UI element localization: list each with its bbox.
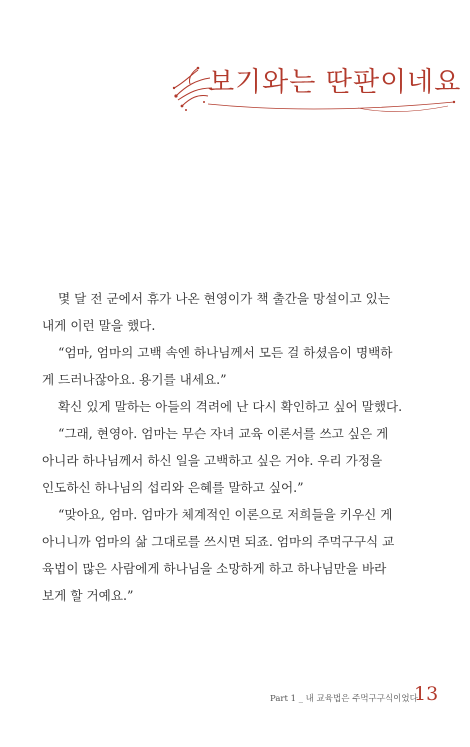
text-line: 게 드러나잖아요. 용기를 내세요.” [42, 372, 227, 387]
page-footer [270, 683, 460, 707]
text-line: 몇 달 전 군에서 휴가 나온 현영이가 책 출간을 망설이고 있는 [58, 291, 391, 306]
running-footer: Part 1 _ 내 교육법은 주먹구구식이었다 [270, 694, 418, 704]
text-line: “맞아요, 엄마. 엄마가 체계적인 이론으로 저희들을 키우신 게 [58, 507, 393, 522]
text-line: 아니니까 엄마의 삶 그대로를 쓰시면 되죠. 엄마의 주먹구구식 교 [42, 534, 395, 549]
text-line: 보게 할 거예요.” [42, 588, 134, 603]
title-underline-flourish-icon [208, 98, 458, 118]
text-line: 인도하신 하나님의 섭리와 은혜를 말하고 싶어.” [42, 480, 304, 495]
text-line: 육법이 많은 사람에게 하나님을 소망하게 하고 하나님만을 바라 [42, 561, 387, 576]
text-line: “그래, 현영아. 엄마는 무슨 자녀 교육 이론서를 쓰고 싶은 게 [58, 426, 389, 441]
chapter-heading [168, 58, 462, 120]
text-line: 아니라 하나님께서 하신 일을 고백하고 싶은 거야. 우리 가정을 [42, 453, 383, 468]
body-text [42, 285, 442, 609]
text-line: 확신 있게 말하는 아들의 격려에 난 다시 확인하고 싶어 말했다. [58, 399, 403, 414]
chapter-title: 보기와는 딴판이네요 [208, 67, 462, 98]
text-line: 내게 이런 말을 했다. [42, 318, 156, 333]
page-number: 13 [414, 683, 439, 705]
text-line: “엄마, 엄마의 고백 속엔 하나님께서 모든 걸 하셨음이 명백하 [58, 345, 393, 360]
